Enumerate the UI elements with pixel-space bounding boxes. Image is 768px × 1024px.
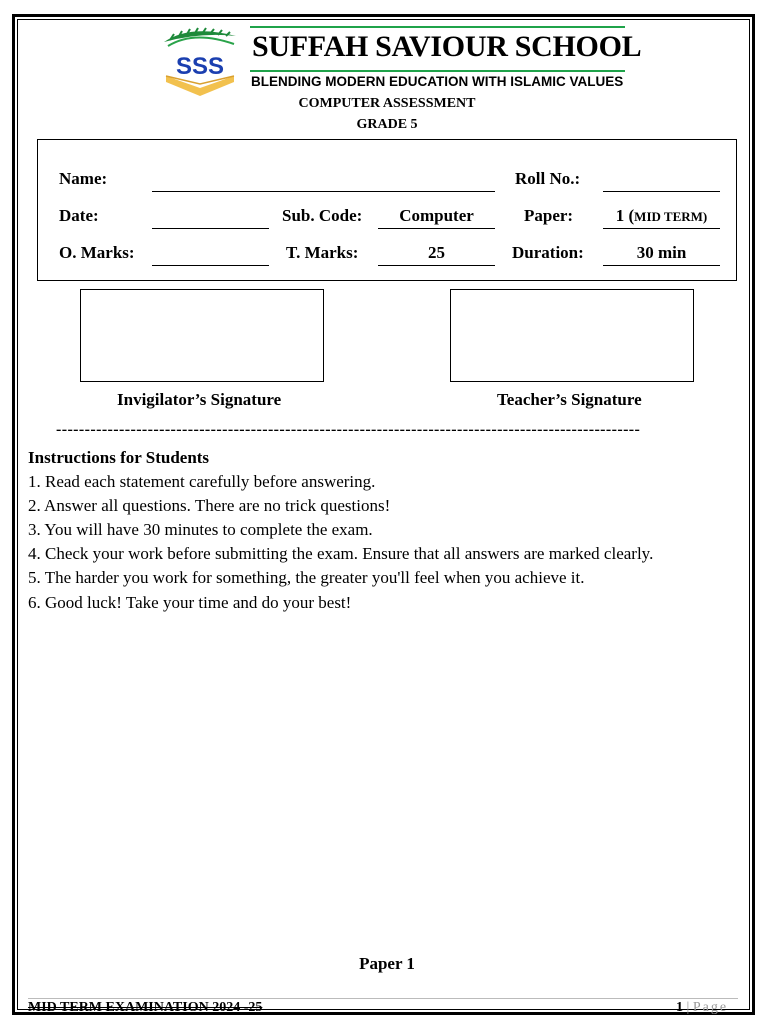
instruction-item: 1. Read each statement carefully before answering. xyxy=(28,472,376,491)
roll-label: Roll No.: xyxy=(515,169,581,188)
total-marks-label: T. Marks: xyxy=(286,243,359,262)
grade-label: GRADE 5 xyxy=(356,117,418,132)
paper-term: MID TERM) xyxy=(634,209,708,224)
obtained-marks-label: O. Marks: xyxy=(59,243,135,262)
invigilator-signature-box[interactable] xyxy=(80,289,324,382)
header-rule-middle xyxy=(250,70,625,72)
name-field[interactable] xyxy=(152,191,495,192)
invigilator-signature-label: Invigilator’s Signature xyxy=(117,390,282,409)
paper-number: 1 ( xyxy=(615,206,635,225)
instruction-item: 5. The harder you work for something, the greater you'll feel when you achieve it. xyxy=(28,568,585,587)
logo-text: SSS xyxy=(175,53,225,80)
paper-underline xyxy=(603,228,720,229)
school-logo xyxy=(160,24,240,98)
instructions-title: Instructions for Students xyxy=(28,448,210,467)
date-field[interactable] xyxy=(152,228,269,229)
paper-value xyxy=(603,206,720,226)
total-marks-underline xyxy=(378,265,495,266)
student-info-box xyxy=(37,139,737,281)
date-label: Date: xyxy=(59,206,99,225)
total-marks-value: 25 xyxy=(428,243,445,262)
paper-label: Paper: xyxy=(524,206,574,225)
school-tagline: BLENDING MODERN EDUCATION WITH ISLAMIC VALUES xyxy=(251,74,624,89)
subcode-value: Computer xyxy=(399,206,474,225)
page-word: Page xyxy=(692,1000,729,1015)
page-separator: | xyxy=(683,1000,693,1015)
duration-value: 30 min xyxy=(636,243,687,262)
page-number xyxy=(676,1000,728,1016)
subcode-label: Sub. Code: xyxy=(282,206,363,225)
teacher-signature-box[interactable] xyxy=(450,289,694,382)
dashed-separator: ------------------------------------------------------------------------------------------------------ xyxy=(56,421,641,438)
subcode-underline xyxy=(378,228,495,229)
page-number-value: 1 xyxy=(676,1000,683,1015)
roll-field[interactable] xyxy=(603,191,720,192)
teacher-signature-label: Teacher’s Signature xyxy=(497,390,642,409)
footer-rule xyxy=(28,998,738,999)
footer-exam-title: MID TERM EXAMINATION 2024 -25 xyxy=(28,1000,263,1015)
duration-underline xyxy=(603,265,720,266)
school-name: SUFFAH SAVIOUR SCHOOL xyxy=(252,30,642,63)
obtained-marks-field[interactable] xyxy=(152,265,269,266)
palm-leaf-icon xyxy=(164,28,236,46)
duration-label: Duration: xyxy=(512,243,584,262)
name-label: Name: xyxy=(59,169,108,188)
header-rule-top xyxy=(250,26,625,28)
exam-title: COMPUTER ASSESSMENT xyxy=(298,96,476,111)
instruction-item: 3. You will have 30 minutes to complete the exam. xyxy=(28,520,373,539)
paper-number-label: Paper 1 xyxy=(359,954,415,973)
instruction-item: 2. Answer all questions. There are no trick questions! xyxy=(28,496,391,515)
instruction-item: 6. Good luck! Take your time and do your best! xyxy=(28,593,352,612)
instruction-item: 4. Check your work before submitting the exam. Ensure that all answers are marked clearly. xyxy=(28,544,654,563)
